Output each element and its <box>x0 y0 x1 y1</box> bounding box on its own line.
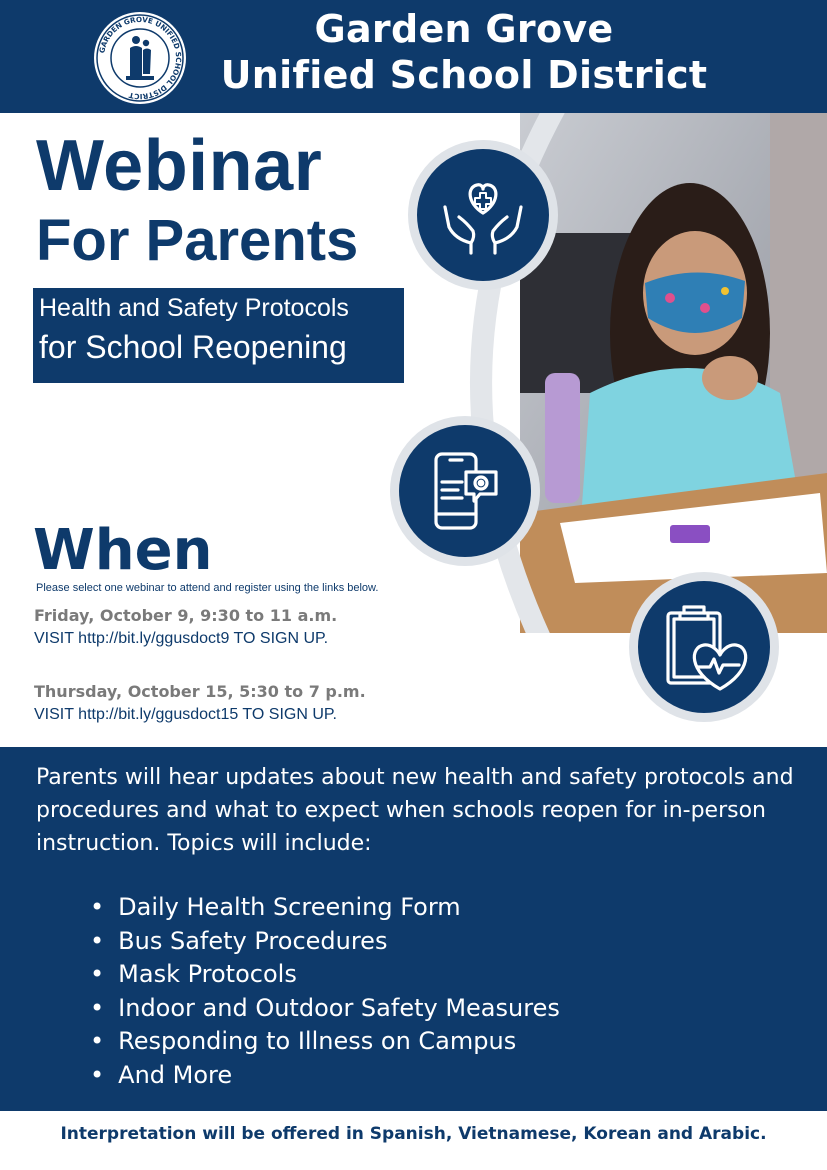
topic-item: • Responding to Illness on Campus <box>90 1025 560 1059</box>
title-for-parents: For Parents <box>36 208 359 273</box>
info-panel <box>0 747 827 1111</box>
when-instructions: Please select one webinar to attend and register using the links below. <box>36 582 379 594</box>
district-name-line1: Garden Grove <box>314 7 614 51</box>
district-seal-logo <box>92 10 188 106</box>
svg-text:GARDEN GROVE UNIFIED SCHOOL DI: GARDEN GROVE UNIFIED SCHOOL DISTRICT <box>97 14 184 102</box>
subtitle-line2: for School Reopening <box>39 329 347 365</box>
title-webinar: Webinar <box>36 126 323 206</box>
topic-item: • Mask Protocols <box>90 958 560 992</box>
session-signup-link[interactable]: VISIT http://bit.ly/ggusdoct9 TO SIGN UP. <box>34 630 329 647</box>
header-banner <box>0 0 827 113</box>
health-hands-badge <box>408 140 558 290</box>
info-intro: Parents will hear updates about new health and safety protocols and procedures and what to expect when schools reopen for in-person instruction. Topics will include: <box>36 765 794 856</box>
district-name-line2: Unified School District <box>220 53 708 97</box>
health-hands-icon <box>437 169 529 261</box>
session-date: Thursday, October 15, 5:30 to 7 p.m. <box>34 682 366 701</box>
when-heading: When <box>33 518 213 583</box>
topic-item: • Bus Safety Procedures <box>90 925 560 959</box>
clipboard-heart-badge <box>629 572 779 722</box>
topic-item: • Indoor and Outdoor Safety Measures <box>90 992 560 1026</box>
district-name <box>200 6 728 98</box>
topic-item: • And More <box>90 1059 560 1093</box>
topic-item: • Daily Health Screening Form <box>90 891 560 925</box>
clipboard-heart-icon <box>658 601 750 693</box>
interpretation-note: Interpretation will be offered in Spanish, Vietnamese, Korean and Arabic. <box>60 1124 767 1144</box>
session-date: Friday, October 9, 9:30 to 11 a.m. <box>34 606 338 625</box>
subtitle-box <box>33 288 404 383</box>
session-signup-link[interactable]: VISIT http://bit.ly/ggusdoct15 TO SIGN UP. <box>34 706 337 723</box>
mobile-message-badge <box>390 416 540 566</box>
topics-list <box>90 891 560 1092</box>
mobile-message-icon <box>422 448 508 534</box>
subtitle-line1: Health and Safety Protocols <box>39 294 349 322</box>
